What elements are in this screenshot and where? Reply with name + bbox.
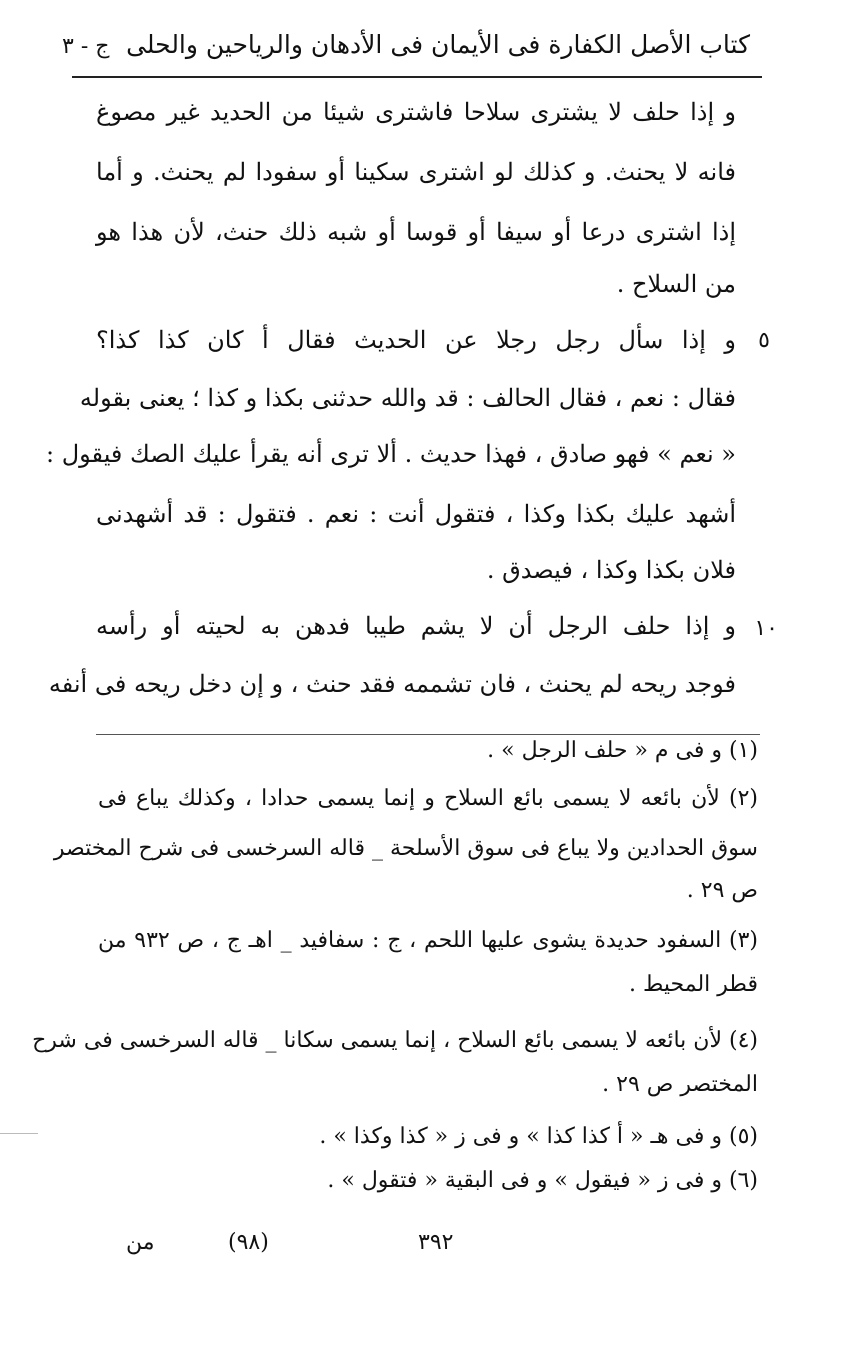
text-line: إذا اشترى درعا أو سيفا أو قوسا أو شبه ذلك حنث، لأن هذا هو — [96, 218, 736, 246]
text-line: فانه لا يحنث. و كذلك لو اشترى سكينا أو سفودا لم يحنث. و أما — [96, 158, 736, 186]
footnote-line: (٥) و فى هـ « أ كذا كذا » و فى ز « كذا وكذا » . — [319, 1124, 758, 1149]
footnote-line: سوق الحدادين ولا يباع فى سوق الأسلحة _ قاله السرخسى فى شرح المختصر — [53, 836, 758, 861]
footnote-line: (٣) السفود حديدة يشوى عليها اللحم ، ج : سفافيد _ اهـ ج ، ص ٩٣٢ من — [98, 928, 759, 953]
running-head-volume: ج - ٣ — [62, 34, 110, 59]
text-line: و إذا حلف لا يشترى سلاحا فاشترى شيئا من الحديد غير مصوغ — [96, 98, 736, 126]
footnote-line: ص ٢٩ . — [686, 878, 758, 903]
line-number: ١٠ — [754, 616, 778, 641]
text-line: أشهد عليك بكذا وكذا ، فتقول أنت : نعم . فتقول : قد أشهدنى — [96, 500, 736, 528]
scan-mark — [0, 1133, 38, 1134]
footnote-line: (١) و فى م « حلف الرجل » . — [487, 738, 758, 763]
footnote-line: (٢) لأن بائعه لا يسمى بائع السلاح و إنما يسمى حدادا ، وكذلك يباع فى — [98, 786, 758, 811]
text-line: فقال : نعم ، فقال الحالف : قد والله حدثنى بكذا و كذا ؛ يعنى بقوله — [79, 384, 736, 412]
line-number: ٥ — [758, 328, 770, 353]
text-line: و إذا سأل رجل رجلا عن الحديث فقال أ كان كذا كذا؟ — [96, 326, 736, 354]
text-line: فلان بكذا وكذا ، فيصدق . — [486, 556, 736, 584]
catchword: من — [126, 1230, 155, 1255]
text-line: فوجد ريحه لم يحنث ، فان تشممه فقد حنث ، و إن دخل ريحه فى أنفه — [48, 670, 736, 698]
sheet-number: (٩٨) — [228, 1230, 269, 1255]
header-rule — [72, 76, 762, 78]
footnote-line: (٦) و فى ز « فيقول » و فى البقية « فتقول » . — [327, 1168, 758, 1193]
running-head-title: كتاب الأصل الكفارة فى الأيمان فى الأدهان والرياحين والحلى — [126, 30, 750, 59]
footnote-line: قطر المحيط . — [629, 972, 758, 997]
page-number: ٣٩٢ — [418, 1230, 454, 1255]
text-line: و إذا حلف الرجل أن لا يشم طيبا فدهن به لحيته أو رأسه — [96, 612, 736, 640]
footnote-line: (٤) لأن بائعه لا يسمى بائع السلاح ، إنما يسمى سكانا _ قاله السرخسى فى شرح — [32, 1028, 758, 1053]
text-line: « نعم » فهو صادق ، فهذا حديث . ألا ترى أنه يقرأ عليك الصك فيقول : — [46, 440, 736, 468]
text-line: من السلاح . — [616, 270, 736, 298]
footnote-rule — [96, 734, 760, 735]
footnote-line: المختصر ص ٢٩ . — [602, 1072, 758, 1097]
